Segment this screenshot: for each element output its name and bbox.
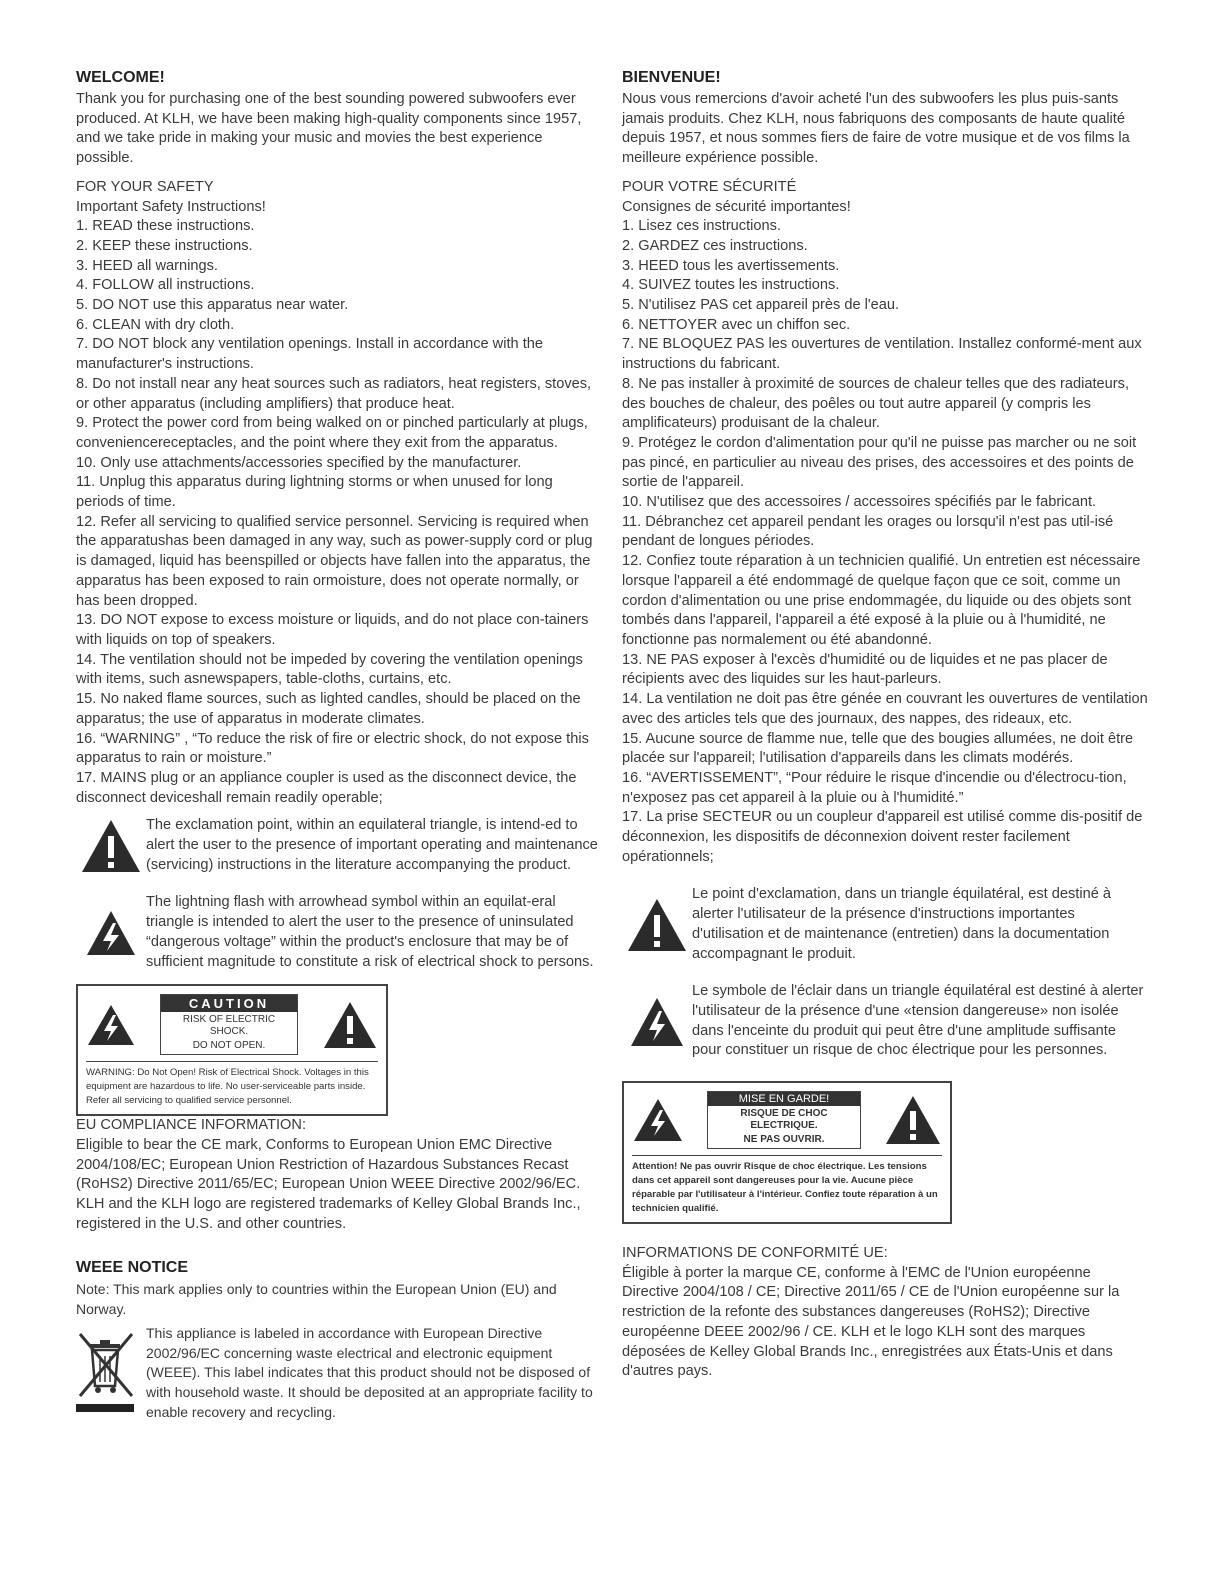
caution-label (622, 1081, 952, 1224)
list-item: 10. N'utilisez que des accessoires / accessoires spécifiés par le fabricant. (622, 494, 1097, 511)
list-item: 6. NETTOYER avec un chiffon sec. (622, 316, 851, 333)
welcome-title: WELCOME! (76, 69, 165, 86)
exclamation-text: Le point d'exclamation, dans un triangle équilatéral, est destiné à alerter l'utilisateur de la présence d'instructions importantes d'utilisation et de maintenance (entretien) dans la documentation accompagnant le produit. (692, 886, 1111, 962)
weee-notice (76, 1324, 600, 1423)
list-item: 2. KEEP these instructions. (76, 237, 253, 254)
caution-center (707, 1091, 861, 1149)
lightning-triangle-icon (85, 909, 137, 957)
exclamation-triangle-icon (322, 1000, 378, 1050)
list-item: 3. HEED tous les avertissements. (622, 257, 840, 274)
caution-title: CAUTION (161, 995, 297, 1012)
safety-subheading: Important Safety Instructions! (76, 198, 266, 215)
exclamation-text: The exclamation point, within an equilateral triangle, is intend-ed to alert the user to the presence of important operating and maintenance (servicing) instructions in the literature accompanying the product. (146, 817, 598, 873)
french-column (622, 68, 1148, 1382)
exclamation-triangle-icon (884, 1094, 942, 1146)
caution-sub-1: RISQUE DE CHOC ELECTRIQUE. (740, 1108, 828, 1132)
exclamation-triangle-icon (80, 818, 142, 874)
list-item: 5. N'utilisez PAS cet appareil près de l'eau. (622, 297, 900, 314)
exclamation-notice (76, 816, 600, 875)
weee-note: Note: This mark applies only to countries within the European Union (EU) and Norway. (76, 1281, 557, 1318)
caution-sub-1: RISK OF ELECTRIC SHOCK. (182, 1014, 276, 1038)
caution-sub-2: DO NOT OPEN. (192, 1040, 266, 1052)
list-item: 14. The ventilation should not be impeded by covering the ventilation openings with items, such asnewspapers, table-cloths, curtains, etc. (76, 651, 583, 688)
list-item: 5. DO NOT use this apparatus near water. (76, 297, 349, 314)
eu-compliance-heading: INFORMATIONS DE CONFORMITÉ UE: (622, 1245, 888, 1262)
lightning-text: Le symbole de l'éclair dans un triangle équilatéral est destiné à alerter l'utilisateur de la présence d'une «tension dangereuse» non isolée dans l'enceinte du produit qui peut être d'une amplitude suffisante pour constituer un risque de choc électrique pour les personnes. (692, 983, 1144, 1059)
list-item: 17. La prise SECTEUR ou un coupleur d'appareil est utilisé comme dis-positif de déconnexion, les dispositifs de déconnexion doivent rester facilement opérationnels; (622, 809, 1143, 865)
list-item: 13. NE PAS exposer à l'excès d'humidité ou de liquides et ne pas placer de récipients avec des liquides sur les haut-parleurs. (622, 651, 1108, 688)
list-item: 4. SUIVEZ toutes les instructions. (622, 277, 840, 294)
lightning-notice (76, 893, 600, 972)
caution-center (160, 994, 298, 1055)
crossed-bin-icon (76, 1330, 136, 1414)
caution-warning-text: Attention! Ne pas ouvrir Risque de choc électrique. Les tensions dans cet appareil sont dangereuses pour la vie. Aucune pièce réparable par l'utilisateur à l'intérieur. Confiez toute réparation à un technicien qualifié. (632, 1155, 942, 1216)
list-item: 8. Do not install near any heat sources such as radiators, heat registers, stoves, or other apparatus (including amplifiers) that produce heat. (76, 375, 592, 412)
exclamation-triangle-icon (626, 897, 688, 953)
safety-heading: FOR YOUR SAFETY (76, 178, 214, 195)
list-item: 6. CLEAN with dry cloth. (76, 316, 235, 333)
list-item: 4. FOLLOW all instructions. (76, 277, 255, 294)
list-item: 15. Aucune source de flamme nue, telle que des bougies allumées, ne doit être placée sur l'appareil; l'utilisation d'appareils dans les climats modérés. (622, 730, 1134, 767)
welcome-text: Nous vous remercions d'avoir acheté l'un des subwoofers les plus puis-sants jamais produits. Chez KLH, nous fabriquons des composants de haute qualité depuis 1957, et nous sommes fiers de faire de votre musique et de vos films la meilleure expérience possible. (622, 91, 1130, 167)
list-item: 10. Only use attachments/accessories specified by the manufacturer. (76, 454, 522, 471)
list-item: 2. GARDEZ ces instructions. (622, 237, 808, 254)
english-column (76, 68, 600, 1422)
list-item: 15. No naked flame sources, such as lighted candles, should be placed on the apparatus; the use of apparatus in moderate climates. (76, 691, 581, 727)
lightning-notice (622, 982, 1148, 1061)
list-item: 9. Protégez le cordon d'alimentation pour qu'il ne puisse pas marcher ou ne soit pas pincé, en particulier au niveau des prises, des accessoires et des points de sortie de l'appareil. (622, 434, 1137, 491)
list-item: 1. READ these instructions. (76, 218, 255, 235)
list-item: 12. Confiez toute réparation à un technicien qualifié. Un entretien est nécessaire lorsque l'appareil a été endommagé de quelque façon que ce soit, comme un cordon d'alimentation ou une prise endommagée, du liquide ou des objets sont tombés dans l'appareil, l'appareil a été exposé à la pluie ou à l'humidité, ne fonctionne pas normalement ou été abandonné. (622, 553, 1141, 648)
welcome-title: BIENVENUE! (622, 69, 721, 86)
list-item: 16. “AVERTISSEMENT”, “Pour réduire le risque d'incendie ou d'électrocu-tion, n'exposez pas cet appareil à la pluie ou à l'humidité.” (622, 769, 1127, 806)
exclamation-notice (622, 885, 1148, 964)
list-item: 8. Ne pas installer à proximité de sources de chaleur telles que des radiateurs, des bouches de chaleur, des poêles ou tout autre appareil (y compris les amplificateurs) produisant de la chaleur. (622, 375, 1129, 432)
lightning-triangle-icon (86, 1003, 136, 1047)
safety-instructions-list (76, 217, 600, 808)
caution-label (76, 984, 388, 1116)
caution-warning-text: WARNING: Do Not Open! Risk of Electrical Shock. Voltages in this equipment are hazardous to life. No user-serviceable parts inside. Refer all servicing to qualified service personnel. (86, 1061, 378, 1108)
safety-heading: POUR VOTRE SÉCURITÉ (622, 178, 797, 195)
caution-sub-2: NE PAS OUVRIR. (743, 1134, 825, 1146)
list-item: 13. DO NOT expose to excess moisture or liquids, and do not place con-tainers with liquids on top of speakers. (76, 612, 589, 648)
weee-text: This appliance is labeled in accordance with European Directive 2002/96/EC concerning waste electrical and electronic equipment (WEEE). This label indicates that this product should not be disposed of with household waste. It should be deposited at an appropriate facility to enable recovery and recycling. (146, 1324, 593, 1420)
list-item: 3. HEED all warnings. (76, 257, 218, 274)
list-item: 17. MAINS plug or an appliance coupler is used as the disconnect device, the disconnect deviceshall remain readily operable; (76, 769, 577, 806)
safety-instructions-list (622, 217, 1148, 867)
safety-subheading: Consignes de sécurité importantes! (622, 198, 851, 215)
eu-compliance-heading: EU COMPLIANCE INFORMATION: (76, 1117, 307, 1134)
list-item: 11. Débranchez cet appareil pendant les orages ou lorsqu'il n'est pas util-isé pendant de longues périodes. (622, 513, 1114, 550)
lightning-triangle-icon (629, 996, 685, 1048)
list-item: 11. Unplug this apparatus during lightning storms or when unused for long periods of time. (76, 474, 553, 511)
caution-title: MISE EN GARDE! (708, 1092, 860, 1106)
list-item: 12. Refer all servicing to qualified service personnel. Servicing is required when the apparatushas been damaged in any way, such as power-supply cord or plug is damaged, liquid has beenspilled or objects have fallen into the apparatus, the apparatus has been exposed to rain ormoisture, does not operate normally, or has been dropped. (76, 513, 593, 609)
list-item: 9. Protect the power cord from being walked on or pinched particularly at plugs, conveniencereceptacles, and the point where they exit from the apparatus. (76, 415, 588, 451)
list-item: 7. NE BLOQUEZ PAS les ouvertures de ventilation. Installez conformé-ment aux instructions du fabricant. (622, 336, 1142, 373)
list-item: 1. Lisez ces instructions. (622, 218, 781, 235)
list-item: 14. La ventilation ne doit pas être génée en couvrant les ouvertures de ventilation avec des articles tels que des journaux, des nappes, des rideaux, etc. (622, 691, 1148, 727)
lightning-triangle-icon (632, 1097, 684, 1143)
eu-compliance-text: Eligible to bear the CE mark, Conforms to European Union EMC Directive 2004/108/EC; European Union Restriction of Hazardous Substances Recast (RoHS2) Directive 2011/65/EC; European Union WEEE Directive 2002/96/EC. KLH and the KLH logo are registered trademarks of Kelley Global Brands Inc., registered in the U.S. and other countries. (76, 1136, 581, 1232)
welcome-text: Thank you for purchasing one of the best sounding powered subwoofers ever produced. At KLH, we have been making high-quality components since 1957, and we take pride in making your music and movies the best experience possible. (76, 91, 582, 167)
list-item: 16. “WARNING” , “To reduce the risk of fire or electric shock, do not expose this apparatus to rain or moisture.” (76, 730, 589, 767)
lightning-text: The lightning flash with arrowhead symbol within an equilat-eral triangle is intended to alert the user to the presence of uninsulated “dangerous voltage” within the product's enclosure that may be of sufficient magnitude to constitute a risk of electrical shock to persons. (146, 894, 594, 970)
list-item: 7. DO NOT block any ventilation openings. Install in accordance with the manufacturer's instructions. (76, 336, 543, 373)
weee-title: WEEE NOTICE (76, 1259, 189, 1277)
eu-compliance-text: Éligible à porter la marque CE, conforme à l'EMC de l'Union européenne Directive 2004/108 / CE; Directive 2011/65 / CE de l'Union européenne sur la restriction de la refonte des substances dangereuses (RoHS2); Directive européenne DEEE 2002/96 / CE. KLH et le logo KLH sont des marques déposées de Kelley Global Brands Inc., enregistrées aux États-Unis et dans d'autres pays. (622, 1264, 1120, 1380)
